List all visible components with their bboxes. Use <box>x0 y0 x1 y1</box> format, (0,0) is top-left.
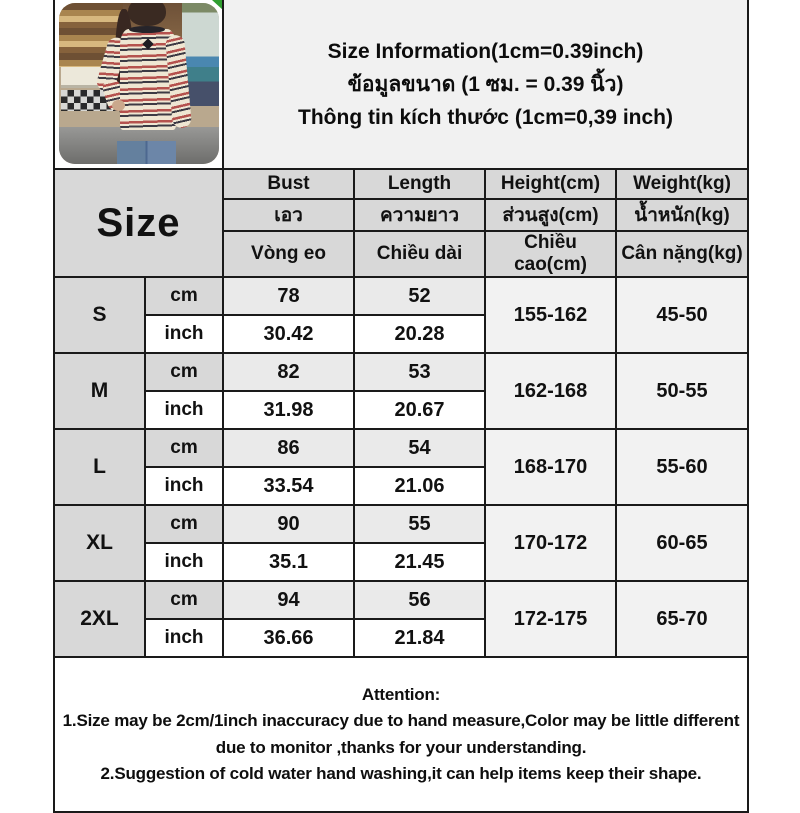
height-range: 172-175 <box>485 581 616 657</box>
col-header-weight-th: น้ำหนัก(kg) <box>616 199 748 231</box>
height-range: 168-170 <box>485 429 616 505</box>
table-row-m <box>54 353 748 391</box>
unit-cm: cm <box>145 581 223 619</box>
unit-cm: cm <box>145 277 223 315</box>
col-header-length-en: Length <box>354 169 485 199</box>
size-table-wrapper <box>53 0 749 813</box>
height-range: 162-168 <box>485 353 616 429</box>
length-inch: 21.45 <box>354 543 485 581</box>
length-inch: 21.84 <box>354 619 485 657</box>
bust-cm: 86 <box>223 429 354 467</box>
jeans <box>117 141 176 164</box>
title-block <box>223 0 748 169</box>
product-photo-cell <box>54 0 223 169</box>
bust-inch: 33.54 <box>223 467 354 505</box>
col-header-length-th: ความยาว <box>354 199 485 231</box>
bust-inch: 30.42 <box>223 315 354 353</box>
size-table <box>53 0 749 813</box>
bust-cm: 90 <box>223 505 354 543</box>
title-thai: ข้อมูลขนาด (1 ซม. = 0.39 นิ้ว) <box>347 72 624 96</box>
weight-range: 55-60 <box>616 429 748 505</box>
col-header-height-vi: Chiều cao(cm) <box>485 231 616 277</box>
unit-inch: inch <box>145 467 223 505</box>
shirt-collar <box>129 26 164 33</box>
bust-inch: 36.66 <box>223 619 354 657</box>
unit-inch: inch <box>145 315 223 353</box>
col-header-bust-vi: Vòng eo <box>223 231 354 277</box>
attention-line-3: 2.Suggestion of cold water hand washing,it can help items keep their shape. <box>100 764 702 783</box>
weight-range: 65-70 <box>616 581 748 657</box>
weight-range: 45-50 <box>616 277 748 353</box>
attention-note <box>54 657 748 812</box>
col-header-length-vi: Chiều dài <box>354 231 485 277</box>
col-header-bust-th: เอว <box>223 199 354 231</box>
size-header: Size <box>54 169 223 277</box>
weight-range: 50-55 <box>616 353 748 429</box>
size-label: M <box>54 353 145 429</box>
table-row-l <box>54 429 748 467</box>
attention-heading: Attention: <box>361 684 441 704</box>
length-cm: 53 <box>354 353 485 391</box>
product-photo <box>59 3 219 164</box>
weight-range: 60-65 <box>616 505 748 581</box>
table-row-s <box>54 277 748 315</box>
unit-cm: cm <box>145 353 223 391</box>
table-row-2xl <box>54 581 748 619</box>
size-label: XL <box>54 505 145 581</box>
bust-inch: 31.98 <box>223 391 354 429</box>
attention-line-1: 1.Size may be 2cm/1inch inaccuracy due to hand measure,Color may be little different <box>62 711 740 730</box>
length-inch: 21.06 <box>354 467 485 505</box>
col-header-bust-en: Bust <box>223 169 354 199</box>
table-row-xl <box>54 505 748 543</box>
title-english: Size Information(1cm=0.39inch) <box>327 39 644 63</box>
length-cm: 54 <box>354 429 485 467</box>
length-cm: 56 <box>354 581 485 619</box>
unit-inch: inch <box>145 619 223 657</box>
unit-cm: cm <box>145 505 223 543</box>
height-range: 155-162 <box>485 277 616 353</box>
length-cm: 52 <box>354 277 485 315</box>
bust-inch: 35.1 <box>223 543 354 581</box>
model-hand <box>112 100 125 111</box>
unit-cm: cm <box>145 429 223 467</box>
height-range: 170-172 <box>485 505 616 581</box>
bust-cm: 78 <box>223 277 354 315</box>
bust-cm: 94 <box>223 581 354 619</box>
model-head <box>128 3 166 26</box>
attention-line-2: due to monitor ,thanks for your understanding. <box>215 737 587 757</box>
unit-inch: inch <box>145 391 223 429</box>
length-cm: 55 <box>354 505 485 543</box>
title-vietnamese: Thông tin kích thước (1cm=0,39 inch) <box>298 105 673 129</box>
size-label: 2XL <box>54 581 145 657</box>
col-header-height-en: Height(cm) <box>485 169 616 199</box>
length-inch: 20.67 <box>354 391 485 429</box>
size-label: L <box>54 429 145 505</box>
col-header-weight-en: Weight(kg) <box>616 169 748 199</box>
unit-inch: inch <box>145 543 223 581</box>
bust-cm: 82 <box>223 353 354 391</box>
col-header-weight-vi: Cân nặng(kg) <box>616 231 748 277</box>
col-header-height-th: ส่วนสูง(cm) <box>485 199 616 231</box>
size-label: S <box>54 277 145 353</box>
length-inch: 20.28 <box>354 315 485 353</box>
green-corner-marker <box>212 0 223 11</box>
